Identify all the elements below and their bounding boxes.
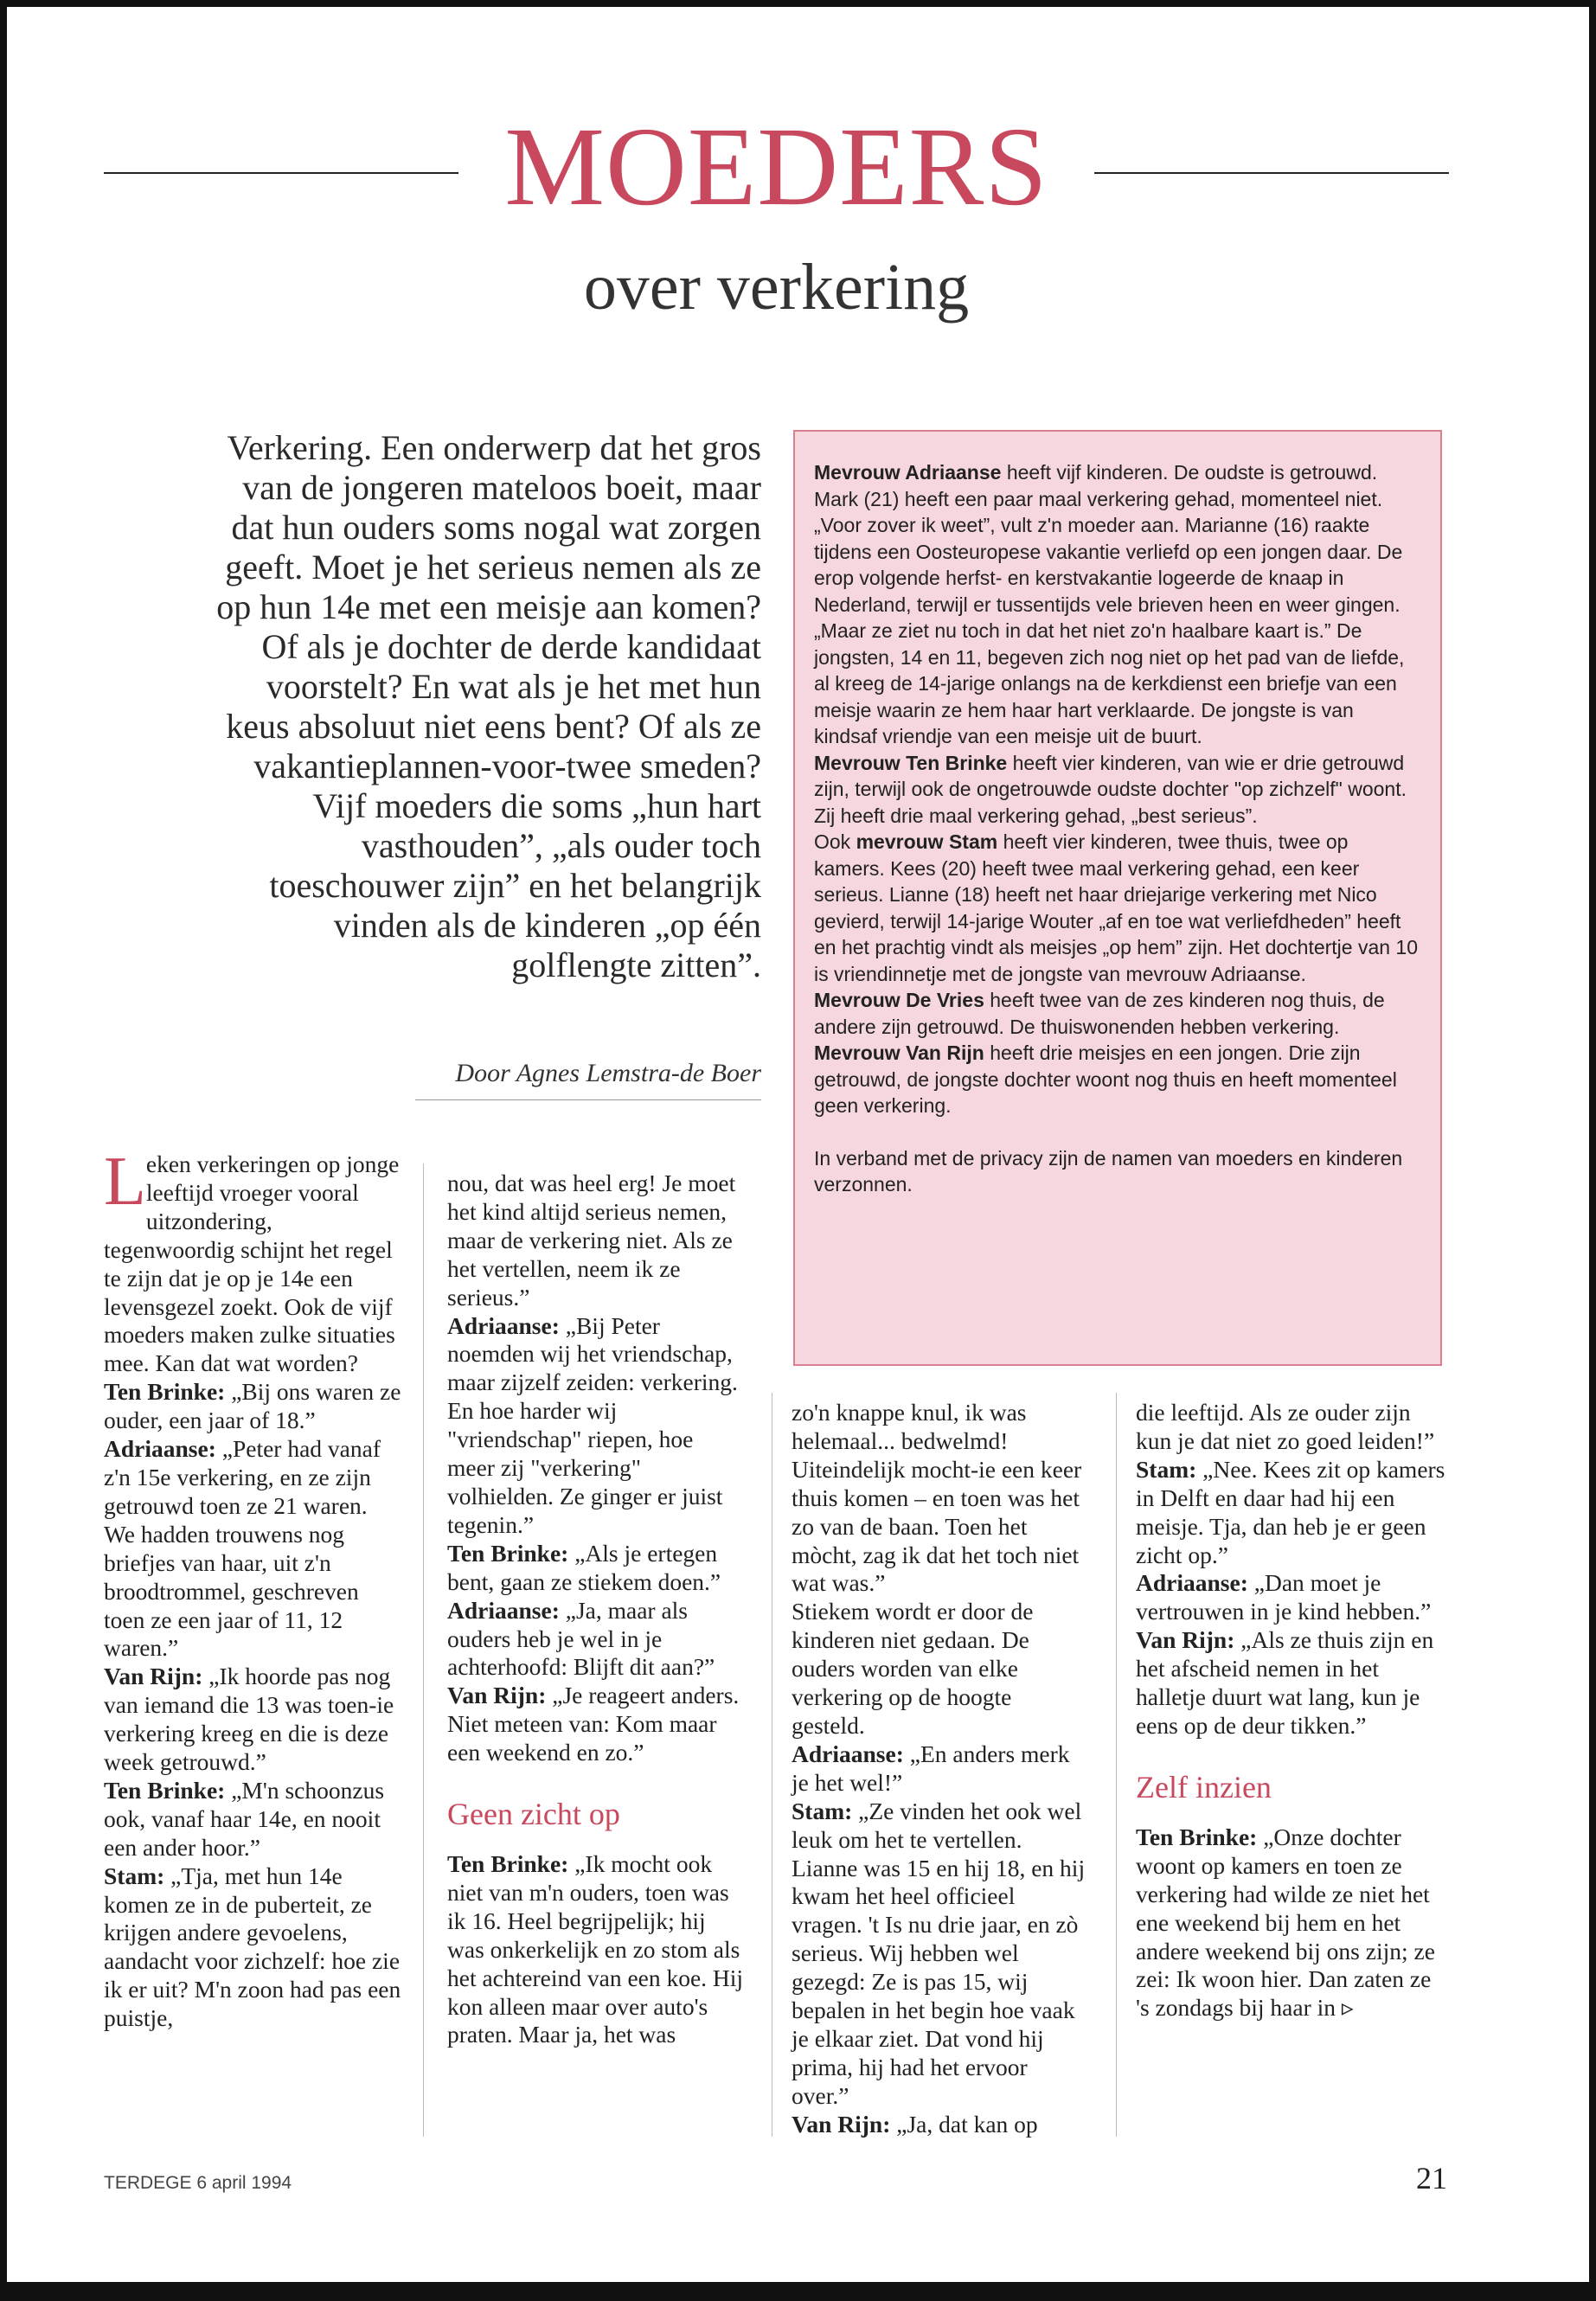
article-column-1: [104, 1144, 402, 2033]
speaker: Ten Brinke:: [104, 1776, 226, 1804]
speaker: Ten Brinke:: [104, 1378, 226, 1406]
page-border: [1589, 0, 1596, 2301]
info-paragraph: Mevrouw De Vries heeft twee van de zes kinderen nog thuis, de andere zijn getrouwd. De thuiswonenden hebben verkering.: [814, 989, 1385, 1038]
speaker: Adriaanse:: [104, 1435, 216, 1463]
drop-cap: L: [104, 1144, 146, 1220]
speaker: Adriaanse:: [1136, 1569, 1248, 1597]
quote: Stam: „Tja, met hun 14e komen ze in de puberteit, ze krijgen andere gevoelens, aandacht voor zichzelf: hoe zie ik er uit? M'n zoon had pas een puistje,: [104, 1862, 401, 2032]
quote: Ten Brinke: „Onze dochter woont op kamers en toen ze verkering had wilde ze niet het ene weekend bij hem en het andere weekend bij ons zijn; ze zei: Ik woon hier. Dan zaten ze 's zondags bij haar in ▹: [1136, 1823, 1435, 2022]
paragraph: Stiekem wordt er door de kinderen niet gedaan. De ouders worden van elke verkering op de hoogte gesteld.: [792, 1598, 1034, 1739]
article-column-3: [792, 1399, 1090, 2139]
quote: Adriaanse: „En anders merk je het wel!”: [792, 1740, 1070, 1796]
byline: Door Agnes Lemstra-de Boer: [455, 1059, 761, 1087]
speaker: Adriaanse:: [447, 1596, 560, 1624]
quote: Adriaanse: „Ja, maar als ouders heb je wel in je achterhoofd: Blijft dit aan?”: [447, 1596, 715, 1681]
page-border: [0, 2282, 1596, 2301]
speaker: Van Rijn:: [1136, 1626, 1235, 1654]
speaker: Ten Brinke:: [447, 1850, 569, 1878]
speaker: Van Rijn:: [792, 2110, 891, 2138]
article-subtitle: over verkering: [583, 251, 970, 324]
quote: Van Rijn: „Als ze thuis zijn en het afscheid nemen in het halletje duurt wat lang, kun je eens op de deur tikken.”: [1136, 1626, 1434, 1739]
article-column-4: [1136, 1399, 1447, 2022]
section-heading: Geen zicht op: [447, 1797, 620, 1832]
speaker: Van Rijn:: [447, 1682, 547, 1709]
quote: Adriaanse: „Dan moet je vertrouwen in je kind hebben.”: [1136, 1569, 1432, 1625]
quote: Stam: „Ze vinden het ook wel leuk om het te vertellen. Lianne was 15 en hij 18, en hij kwam het heel officieel vragen. 't Is nu drie jaar, en zò serieus. Wij hebben wel gezegd: Ze is pas 15, wij bepalen in het begin hoe vaak je elkaar ziet. Dat vond hij prima, hij had het ervoor over.”: [792, 1797, 1086, 2109]
opening-paragraph: Leken verkeringen op jonge leeftijd vroeger vooral uitzondering, tegenwoordig schijnt het regel te zijn dat je op je 14e een levensgezel zoekt. Ook de vijf moeders maken zulke situaties mee. Kan dat wat worden?: [104, 1144, 400, 1377]
paragraph: die leeftijd. Als ze ouder zijn kun je dat niet zo goed leiden!”: [1136, 1399, 1435, 1454]
quote: Adriaanse: „Peter had vanaf z'n 15e verkering, en ze zijn getrouwd toen ze 21 waren. We hadden trouwens nog briefjes van haar, uit z'n broodtrommel, geschreven toen ze een jaar of 11, 12 waren.”: [104, 1435, 381, 1662]
article-column-2: [447, 1170, 746, 2049]
quote: Ten Brinke: „Bij ons waren ze ouder, een jaar of 18.”: [104, 1378, 401, 1434]
speaker: Ten Brinke:: [447, 1539, 569, 1567]
info-paragraph: Mevrouw Ten Brinke heeft vier kinderen, van wie er drie getrouwd zijn, terwijl ook de ongetrouwde oudste dochter "op zichzelf" woont. Zij heeft drie maal verkering gehad, „best serieus”.: [814, 751, 1407, 827]
paragraph: zo'n knappe knul, ik was helemaal... bedwelmd! Uiteindelijk mocht-ie een keer thuis komen – en toen was het zo van de baan. Toen het mòcht, zag ik dat het toch niet wat was.”: [792, 1399, 1082, 1597]
quote: Van Rijn: „Ik hoorde pas nog van iemand die 13 was toen-ie verkering kreeg en die is deze week getrouwd.”: [104, 1663, 394, 1776]
speaker: Stam:: [104, 1862, 165, 1889]
publication-footer: TERDEGE 6 april 1994: [104, 2173, 292, 2193]
quote: Ten Brinke: „Als je ertegen bent, gaan ze stiekem doen.”: [447, 1539, 721, 1595]
speaker: Van Rijn:: [104, 1663, 203, 1690]
mother-name: Mevrouw Ten Brinke: [814, 751, 1008, 774]
info-paragraph: Ook mevrouw Stam heeft vier kinderen, twee thuis, twee op kamers. Kees (20) heeft twee maal verkering gehad, een keer serieus. Lianne (18) heeft net haar driejarige verkering met Nico gevierd, terwijl 14-jarige Wouter „af en toe wat verliefdheden” heeft en het prachtig vindt als meisjes „op hem” zijn. Het dochtertje van 10 is vriendinnetje met de jongste van mevrouw Adriaanse.: [814, 830, 1419, 985]
column-divider: [1116, 1393, 1117, 2137]
article-title: MOEDERS: [504, 105, 1048, 229]
mother-name: Mevrouw Van Rijn: [814, 1042, 984, 1064]
mother-name: Mevrouw De Vries: [814, 989, 984, 1011]
speaker: Stam:: [1136, 1455, 1197, 1483]
speaker: Adriaanse:: [447, 1311, 560, 1339]
page-border: [0, 0, 7, 2301]
info-paragraph: Mevrouw Adriaanse heeft vijf kinderen. De oudste is getrouwd. Mark (21) heeft een paar maal verkering gehad, momenteel niet. „Voor zover ik weet”, vult z'n moeder aan. Marianne (16) raakte tijdens een Oosteuropese vakantie verliefd op een jongen daar. De erop volgende herfst- en kerstvakantie logeerde de knaap in Nederland, terwijl er tussentijds vele brieven heen en weer gingen. „Maar ze ziet nu toch in dat het niet zo'n haalbare kaart is.” De jongsten, 14 en 11, begeven zich nog niet op het pad van de liefde, al kreeg de 14-jarige onlangs na de kerkdienst een briefje van een meisje waarin ze hem haar hart verklaarde. De jongste is van kindsaf vriendje van een meisje uit de buurt.: [814, 461, 1405, 747]
mother-name: Mevrouw Adriaanse: [814, 461, 1002, 484]
info-paragraph: Mevrouw Van Rijn heeft drie meisjes en een jongen. Drie zijn getrouwd, de jongste dochter woont nog thuis en heeft momenteel geen verkering.: [814, 1042, 1397, 1117]
page-border: [0, 0, 1596, 7]
quote: Ten Brinke: „M'n schoonzus ook, vanaf haar 14e, en nooit een ander hoor.”: [104, 1776, 385, 1861]
paragraph: nou, dat was heel erg! Je moet het kind altijd serieus nemen, maar de verkering niet. Als ze het vertellen, neem ik ze serieus.”: [447, 1170, 736, 1311]
quote: Adriaanse: „Bij Peter noemden wij het vriendschap, maar zijzelf zeiden: verkering. En hoe harder wij "vriendschap" riepen, hoe meer zij "verkering" volhielden. Ze ginger er juist tegenin.”: [447, 1311, 738, 1538]
byline-rule: [415, 1099, 761, 1100]
article-intro: Verkering. Een onderwerp dat het gros van de jongeren mateloos boeit, maar dat hun ouders soms nogal wat zorgen geeft. Moet je het serieus nemen als ze op hun 14e met een meisje aan komen? Of als je dochter de derde kandidaat voorstelt? En wat als je het met hun keus absoluut niet eens bent? Of als ze vakantieplannen-voor-twee smeden? Vijf moeders die soms „hun hart vasthouden”, „als ouder toch toeschouwer zijn” en het belangrijk vinden als de kinderen „op één golflengte zitten”.: [216, 428, 761, 984]
info-box: [793, 430, 1442, 1366]
title-rule: [104, 172, 458, 174]
page-number: 21: [1416, 2161, 1447, 2195]
privacy-note: In verband met de privacy zijn de namen van moeders en kinderen verzonnen.: [814, 1146, 1403, 1195]
section-heading: Zelf inzien: [1136, 1769, 1272, 1804]
mother-name: mevrouw Stam: [856, 830, 998, 853]
speaker: Adriaanse:: [792, 1740, 904, 1767]
speaker: Stam:: [792, 1797, 853, 1824]
quote: Van Rijn: „Ja, dat kan op: [792, 2110, 1038, 2138]
title-rule: [1094, 172, 1449, 174]
column-divider: [423, 1163, 424, 2137]
quote: Ten Brinke: „Ik mocht ook niet van m'n ouders, toen was ik 16. Heel begrijpelijk; hij was onkerkelijk en zo stom als het achtereind van een koe. Hij kon alleen maar over auto's praten. Maar ja, het was: [447, 1850, 744, 2048]
speaker: Ten Brinke:: [1136, 1823, 1258, 1850]
quote: Van Rijn: „Je reageert anders. Niet meteen van: Kom maar een weekend en zo.”: [447, 1682, 740, 1766]
quote: Stam: „Nee. Kees zit op kamers in Delft en daar had hij een meisje. Tja, dan heb je er geen zicht op.”: [1136, 1455, 1445, 1568]
